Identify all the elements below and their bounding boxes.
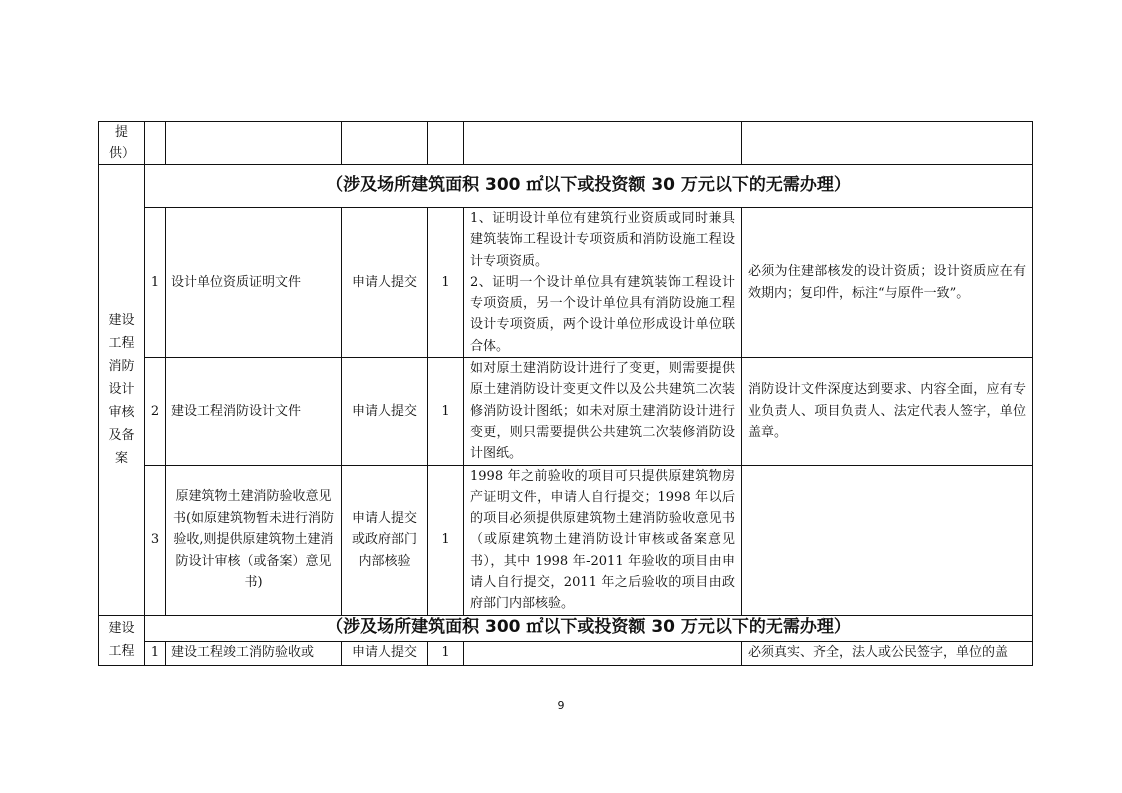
description-cell: 1998 年之前验收的项目可只提供原建筑物房产证明文件，申请人自行提交；1998 年以后的项目必须提供原建筑物土建消防验收意见书（或原建筑物土建消防设计审核或备案意见书），其中 1998 年-2011 年验收的项目由申请人自行提交，2011 年之后验收的项目由政府部门内部核验。: [464, 465, 742, 615]
copies-cell: 1: [428, 358, 464, 465]
material-name-cell: 建设工程竣工消防验收或: [166, 641, 342, 665]
section-banner-row: [99, 615, 1033, 641]
category-cell: 提 供）: [99, 122, 145, 165]
table-row: [99, 358, 1033, 465]
copies-cell: 1: [428, 465, 464, 615]
submitter-cell: 申请人提交: [342, 358, 428, 465]
requirement-cell: [742, 465, 1033, 615]
material-name-cell: 原建筑物土建消防验收意见书(如原建筑物暂未进行消防验收,则提供原建筑物土建消防设计审核（或备案）意见书): [166, 465, 342, 615]
number-cell: [145, 122, 166, 165]
section-banner: （涉及场所建筑面积 300 ㎡以下或投资额 30 万元以下的无需办理）: [145, 165, 1033, 208]
requirement-cell: 必须真实、齐全，法人或公民签字，单位的盖: [742, 641, 1033, 665]
description-cell: [464, 122, 742, 165]
requirement-cell: [742, 122, 1033, 165]
submitter-cell: 申请人提交: [342, 641, 428, 665]
description-cell: 如对原土建消防设计进行了变更，则需要提供原土建消防设计变更文件以及公共建筑二次装修消防设计图纸；如未对原土建消防设计进行变更，则只需要提供公共建筑二次装修消防设计图纸。: [464, 358, 742, 465]
number-cell: 3: [145, 465, 166, 615]
description-cell: [464, 641, 742, 665]
copies-cell: 1: [428, 641, 464, 665]
category-cell: 建设工程消防设计审核及备案: [99, 165, 145, 616]
requirements-table: [98, 121, 1033, 666]
copies-cell: 1: [428, 208, 464, 358]
table-row: [99, 641, 1033, 665]
section-banner: （涉及场所建筑面积 300 ㎡以下或投资额 30 万元以下的无需办理）: [145, 615, 1033, 641]
requirement-cell: 必须为住建部核发的设计资质；设计资质应在有效期内；复印件，标注“与原件一致”。: [742, 208, 1033, 358]
requirement-cell: 消防设计文件深度达到要求、内容全面，应有专业负责人、项目负责人、法定代表人签字，单位盖章。: [742, 358, 1033, 465]
number-cell: 2: [145, 358, 166, 465]
category-cell: 建设工程: [99, 615, 145, 665]
section-banner-row: [99, 165, 1033, 208]
number-cell: 1: [145, 641, 166, 665]
material-name-cell: [166, 122, 342, 165]
submitter-cell: 申请人提交或政府部门内部核验: [342, 465, 428, 615]
submitter-cell: 申请人提交: [342, 208, 428, 358]
material-name-cell: 建设工程消防设计文件: [166, 358, 342, 465]
submitter-cell: [342, 122, 428, 165]
material-name-cell: 设计单位资质证明文件: [166, 208, 342, 358]
copies-cell: [428, 122, 464, 165]
table-row: [99, 208, 1033, 358]
table-row: [99, 465, 1033, 615]
number-cell: 1: [145, 208, 166, 358]
continuation-row: [99, 122, 1033, 165]
description-cell: 1、证明设计单位有建筑行业资质或同时兼具建筑装饰工程设计专项资质和消防设施工程设计专项资质。 2、证明一个设计单位具有建筑装饰工程设计专项资质，另一个设计单位具有消防设施工程设计专项资质，两个设计单位形成设计单位联合体。: [464, 208, 742, 358]
page-number: 9: [557, 699, 565, 712]
